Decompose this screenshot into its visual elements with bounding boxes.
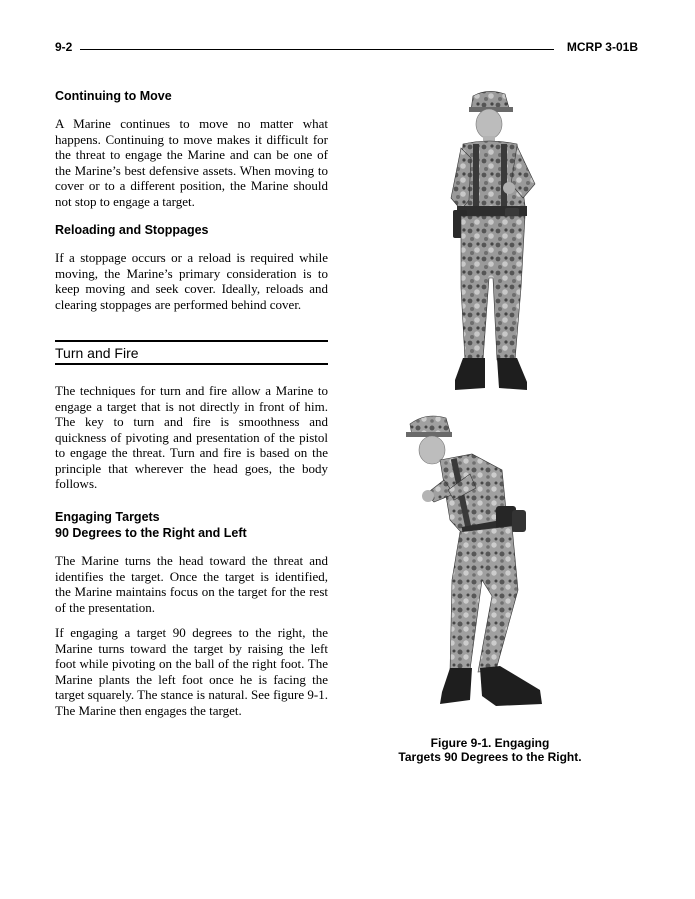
heading-engaging-targets-line1: Engaging Targets [55, 510, 160, 524]
heading-continuing-to-move: Continuing to Move [55, 89, 172, 103]
figure-marine-pivoting [400, 410, 590, 725]
section-title-turn-and-fire: Turn and Fire [55, 345, 139, 361]
header-rule [80, 49, 554, 50]
figure-caption-line2: Targets 90 Degrees to the Right. [398, 750, 582, 764]
paragraph-continuing-to-move: A Marine continues to move no matter what happens. Continuing to move makes it difficult for the threat to engage the Marine and can be one of the Marine’s best defensive assets. When moving to cover or to a different position, the Marine should not stop to engage a target. [55, 116, 328, 209]
section-turn-and-fire [55, 383, 328, 492]
section-rule-top [55, 340, 328, 342]
section-engaging-targets [55, 509, 328, 718]
paragraph-engaging-2: If engaging a target 90 degrees to the right, the Marine turns toward the target by raising the left foot while pivoting on the ball of the right foot. The Marine plants the left foot once he is facing the target squarely. The stance is natural. See figure 9-1. The Marine then engages the target. [55, 625, 328, 718]
paragraph-turn-and-fire: The techniques for turn and fire allow a Marine to engage a target that is not directly in front of him. The key to turn and fire is smoothness and quickness of pivoting and presentation of the pistol to engage the threat. Turn and fire is based on the principle that wherever the head goes, the body follows. [55, 383, 328, 491]
figure-caption [380, 736, 600, 764]
figure-caption-line1: Figure 9-1. Engaging [430, 736, 550, 750]
heading-reloading: Reloading and Stoppages [55, 223, 209, 237]
section-reloading [55, 222, 328, 312]
section-continuing-to-move [55, 88, 328, 209]
figure-marine-standing [425, 88, 565, 398]
paragraph-reloading: If a stoppage occurs or a reload is required while moving, the Marine’s primary consideration is to keep moving and seek cover. Ideally, reloads and clearing stoppages are performed behind cover. [55, 250, 328, 312]
paragraph-engaging-1: The Marine turns the head toward the threat and identifies the target. Once the target is identified, the Marine maintains focus on the target for the rest of the presentation. [55, 553, 328, 615]
page-number: 9-2 [55, 40, 73, 54]
heading-engaging-targets-line2: 90 Degrees to the Right and Left [55, 526, 247, 540]
publication-id: MCRP 3-01B [566, 40, 638, 54]
section-rule-bottom [55, 363, 328, 365]
